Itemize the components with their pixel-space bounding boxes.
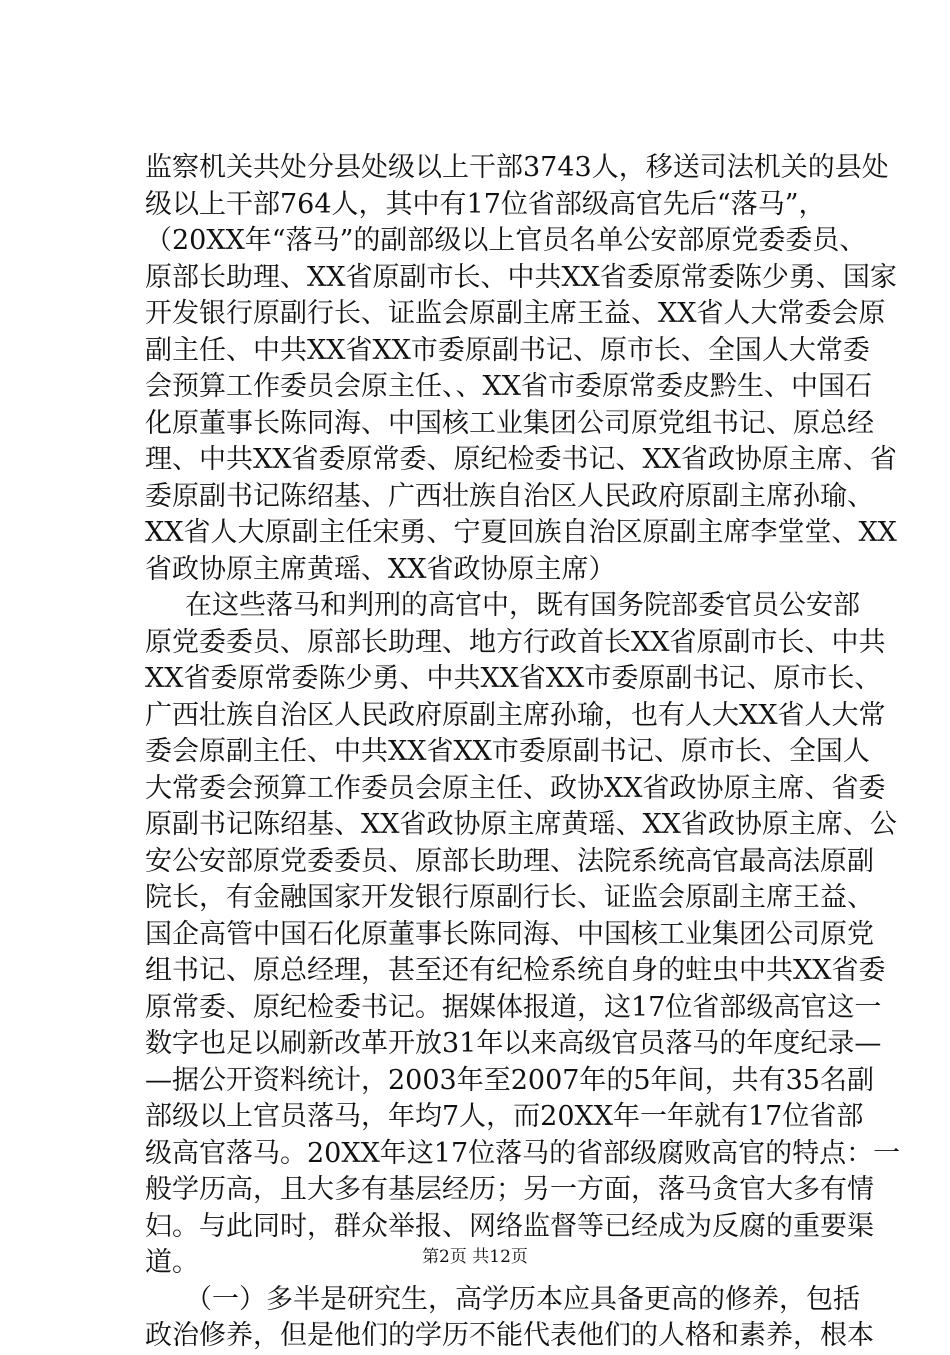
text-line: 部级以上官员落马，年均7人，而20XX年一年就有17位省部 bbox=[145, 1101, 864, 1132]
text-line: 原部长助理、XX省原副市长、中共XX省委原常委陈少勇、国家 bbox=[145, 261, 897, 293]
text-line: 省政协原主席黄瑶、XX省政协原主席） bbox=[145, 553, 616, 585]
text-line: 政治修养，但是他们的学历不能代表他们的人格和素养，根本 bbox=[145, 1320, 874, 1351]
text-line: XX省委原常委陈少勇、中共XX省XX市委原副书记、原市长、 bbox=[145, 663, 882, 694]
page-footer: 第2页 共12页 bbox=[422, 1247, 528, 1267]
text-line: 委会原副主任、中共XX省XX市委原副书记、原市长、全国人 bbox=[145, 736, 870, 767]
text-line: 安公安部原党委委员、原部长助理、法院系统高官最高法原副 bbox=[145, 845, 874, 877]
text-line: —据公开资料统计，2003年至2007年的5年间，共有35名副 bbox=[145, 1064, 874, 1096]
text-line: 监察机关共处分县处级以上干部3743人，移送司法机关的县处 bbox=[145, 152, 889, 183]
paragraph bbox=[145, 588, 901, 1282]
text-line: 开发银行原副行长、证监会原副主席王益、XX省人大常委会原 bbox=[145, 298, 886, 329]
text-line: 广西壮族自治区人民政府原副主席孙瑜，也有人大XX省人大常 bbox=[145, 699, 886, 731]
text-line: 妇。与此同时，群众举报、网络监督等已经成为反腐的重要渠 bbox=[145, 1210, 874, 1242]
text-line: XX省人大原副主任宋勇、宁夏回族自治区原副主席李堂堂、XX bbox=[145, 517, 897, 548]
text-line: 般学历高，且大多有基层经历；另一方面，落马贪官大多有情 bbox=[145, 1174, 874, 1205]
text-line: 级以上干部764人，其中有17位省部级高官先后“落马”， bbox=[145, 188, 826, 220]
text-line: 原常委、原纪检委书记。据媒体报道，这17位省部级高官这一 bbox=[145, 991, 882, 1023]
text-line: 理、中共XX省委原常委、原纪检委书记、XX省政协原主席、省 bbox=[145, 444, 897, 475]
text-line: 级高官落马。20XX年这17位落马的省部级腐败高官的特点：一 bbox=[145, 1137, 901, 1169]
text-line: 大常委会预算工作委员会原主任、政协XX省政协原主席、省委 bbox=[145, 772, 886, 804]
document-body bbox=[145, 150, 901, 1355]
text-line: 道。 bbox=[145, 1247, 199, 1278]
text-line: 数字也足以刷新改革开放31年以来高级官员落马的年度纪录— bbox=[145, 1028, 882, 1059]
text-line: 原党委委员、原部长助理、地方行政首长XX省原副市长、中共 bbox=[145, 626, 886, 658]
text-line: 组书记、原总经理，甚至还有纪检系统自身的蛀虫中共XX省委 bbox=[145, 955, 886, 986]
text-line: 院长，有金融国家开发银行原副行长、证监会原副主席王益、 bbox=[145, 882, 874, 913]
text-line: 国企高管中国石化原董事长陈同海、中国核工业集团公司原党 bbox=[145, 918, 874, 950]
text-line: 原副书记陈绍基、XX省政协原主席黄瑶、XX省政协原主席、公 bbox=[145, 809, 897, 840]
text-line: （20XX年“落马”的副部级以上官员名单公安部原党委委员、 bbox=[145, 225, 867, 256]
text-line: 化原董事长陈同海、中国核工业集团公司原党组书记、原总经 bbox=[145, 407, 874, 439]
text-line: 副主任、中共XX省XX市委原副书记、原市长、全国人大常委 bbox=[145, 334, 870, 366]
text-line: 在这些落马和判刑的高官中，既有国务院部委官员公安部 bbox=[185, 590, 860, 621]
text-line: 会预算工作委员会原主任、、XX省市委原常委皮黔生、中国石 bbox=[145, 371, 872, 402]
paragraph bbox=[145, 150, 897, 588]
text-line: 委原副书记陈绍基、广西壮族自治区人民政府原副主席孙瑜、 bbox=[145, 480, 874, 512]
text-line: （一）多半是研究生，高学历本应具备更高的修养，包括 bbox=[185, 1283, 860, 1315]
